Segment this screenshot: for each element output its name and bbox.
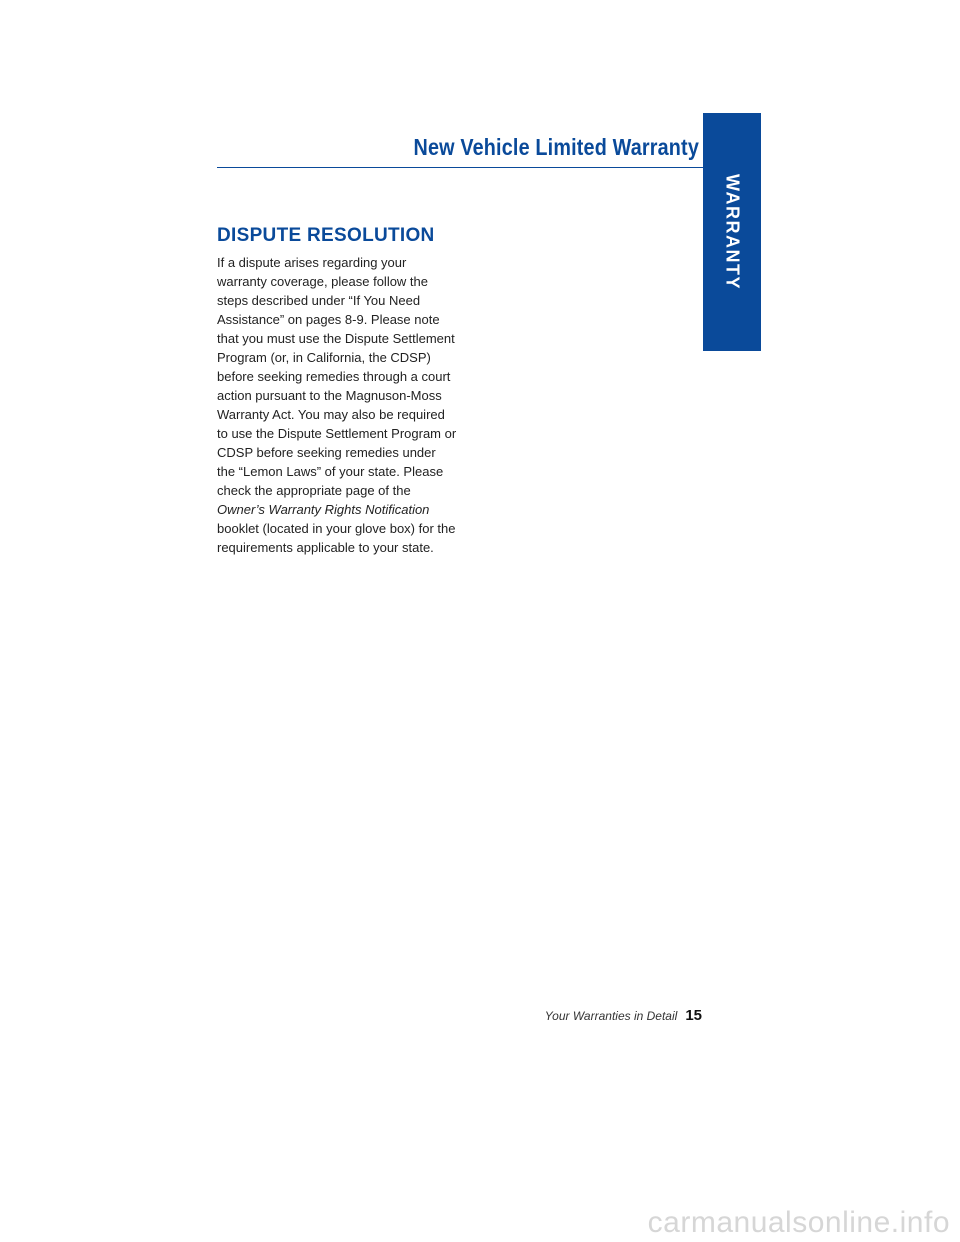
section-heading: DISPUTE RESOLUTION: [217, 225, 435, 246]
side-tab-label: WARRANTY: [722, 174, 743, 290]
section-body-text: [217, 253, 457, 557]
body-text-part-1: If a dispute arises regarding your warranty coverage, please follow the steps described under “If You Need Assistance” on pages 8-9. Please note that you must use the Dispute Settlement Program (or, in California, the CDSP) before seeking remedies through a court action pursuant to the Magnuson-Moss Warranty Act. You may also be required to use the Dispute Settlement Program or CDSP before seeking remedies under the “Lemon Laws” of your state. Please check the appropriate page of the: [217, 255, 457, 498]
body-text-part-2: booklet (located in your glove box) for the requirements applicable to your state.: [217, 521, 456, 555]
page-number: 15: [685, 1007, 702, 1024]
watermark: carmanualsonline.info: [647, 1206, 950, 1239]
header-divider: [217, 167, 703, 168]
footer-section-label: Your Warranties in Detail: [544, 1009, 678, 1023]
booklet-title: Owner’s Warranty Rights Notification: [217, 502, 430, 517]
page-header-title: New Vehicle Limited Warranty: [413, 134, 699, 160]
section-side-tab: [703, 113, 761, 351]
page-footer: [545, 1007, 702, 1025]
